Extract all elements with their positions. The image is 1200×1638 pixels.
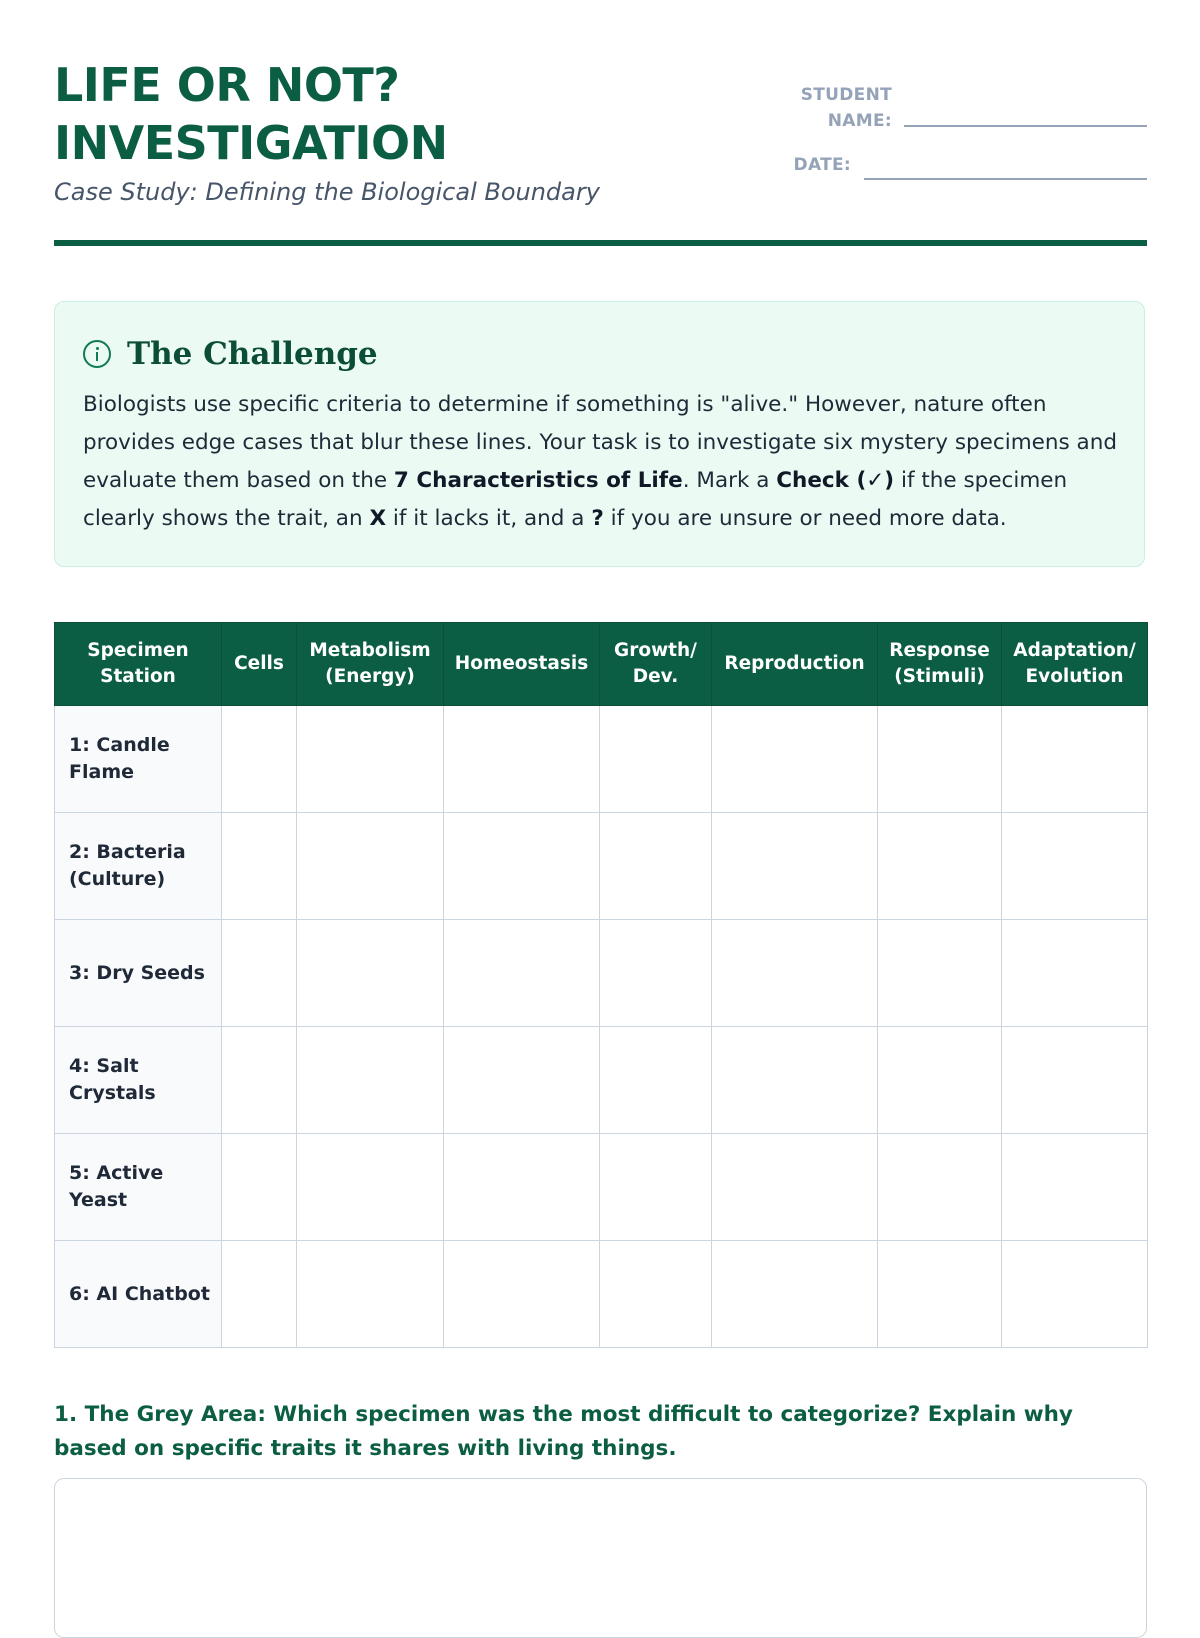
column-header-metabolism [297, 623, 444, 706]
challenge-text-part: if you are unsure or need more data. [603, 506, 1007, 531]
trait-answer-cell[interactable] [444, 1027, 600, 1134]
trait-answer-cell[interactable] [444, 1134, 600, 1241]
table-row [55, 1241, 1148, 1348]
trait-answer-cell[interactable] [444, 706, 600, 813]
student-name-input-line[interactable] [904, 125, 1147, 127]
trait-answer-cell[interactable] [878, 706, 1002, 813]
challenge-emphasis: Check (✓) [776, 468, 895, 493]
trait-answer-cell[interactable] [297, 706, 444, 813]
trait-answer-cell[interactable] [878, 1134, 1002, 1241]
trait-answer-cell[interactable] [878, 920, 1002, 1027]
question-1: 1. The Grey Area: Which specimen was the most difficult to categorize? Explain why based on specific traits it shares with living things. [54, 1402, 1073, 1461]
student-name-label-line-2: NAME: [827, 111, 892, 131]
trait-answer-cell[interactable] [600, 1134, 712, 1241]
specimen-station-cell [55, 1134, 222, 1241]
table-row [55, 1027, 1148, 1134]
challenge-emphasis: 7 Characteristics of Life [393, 468, 683, 493]
trait-answer-cell[interactable] [600, 706, 712, 813]
trait-answer-cell[interactable] [222, 1241, 297, 1348]
student-name-field [754, 82, 1147, 148]
trait-answer-cell[interactable] [1002, 1241, 1148, 1348]
specimen-label: 6: AI Chatbot [69, 1282, 210, 1305]
specimen-label: 4: Salt [69, 1055, 139, 1077]
challenge-text [83, 386, 1123, 538]
trait-answer-cell[interactable] [712, 813, 878, 920]
trait-answer-cell[interactable] [712, 920, 878, 1027]
header-text: Specimen [87, 640, 189, 661]
table-header-row [55, 623, 1148, 706]
specimen-station-cell [55, 1027, 222, 1134]
student-info-block [754, 82, 1147, 214]
answer-box-1[interactable] [54, 1478, 1147, 1638]
column-header-adaptation [1002, 623, 1148, 706]
challenge-emphasis: X [369, 506, 387, 531]
page-subtitle: Case Study: Defining the Biological Boundary [54, 178, 600, 206]
challenge-text-part: Biologists use specific criteria to determine if something is "alive." However, nature often provides edge cases that blur these lines. Your task is to investigate six mystery specimens and evaluate them based on the [83, 392, 1117, 493]
specimen-station-cell [55, 706, 222, 813]
specimen-label: (Culture) [69, 868, 166, 890]
trait-answer-cell[interactable] [600, 920, 712, 1027]
specimen-label: Crystals [69, 1082, 156, 1104]
trait-answer-cell[interactable] [444, 1241, 600, 1348]
trait-answer-cell[interactable] [222, 1027, 297, 1134]
header-text: Evolution [1025, 666, 1124, 687]
specimen-station-cell [55, 920, 222, 1027]
date-label: DATE: [793, 155, 851, 175]
trait-answer-cell[interactable] [878, 1027, 1002, 1134]
trait-answer-cell[interactable] [297, 1134, 444, 1241]
header-text: Homeostasis [454, 653, 589, 674]
specimen-station-cell [55, 813, 222, 920]
trait-answer-cell[interactable] [222, 706, 297, 813]
trait-answer-cell[interactable] [1002, 1027, 1148, 1134]
trait-answer-cell[interactable] [297, 1241, 444, 1348]
trait-answer-cell[interactable] [222, 813, 297, 920]
specimen-label: 3: Dry Seeds [69, 961, 205, 984]
header-text: (Energy) [325, 666, 415, 687]
table-row [55, 920, 1148, 1027]
trait-answer-cell[interactable] [600, 1241, 712, 1348]
info-icon [83, 340, 111, 368]
trait-answer-cell[interactable] [1002, 1134, 1148, 1241]
column-header-growth [600, 623, 712, 706]
title-line-2: INVESTIGATION [54, 116, 448, 170]
table-row [55, 706, 1148, 813]
specimen-label: 5: Active [69, 1162, 164, 1184]
specimen-station-cell [55, 1241, 222, 1348]
trait-answer-cell[interactable] [600, 1027, 712, 1134]
date-input-line[interactable] [864, 178, 1147, 180]
specimen-label: Flame [69, 761, 134, 783]
column-header-response [878, 623, 1002, 706]
header-text: Adaptation/ [1013, 640, 1136, 661]
challenge-heading [83, 336, 378, 372]
trait-answer-cell[interactable] [444, 813, 600, 920]
table-body [55, 706, 1148, 1348]
challenge-box [54, 301, 1145, 567]
challenge-emphasis: ? [591, 506, 604, 531]
header-text: Dev. [632, 666, 679, 687]
trait-answer-cell[interactable] [600, 813, 712, 920]
specimen-label: Yeast [69, 1189, 128, 1211]
header-text: Cells [234, 653, 284, 674]
challenge-text-part: if the specimen clearly shows the trait, an [83, 468, 1068, 531]
trait-answer-cell[interactable] [444, 920, 600, 1027]
trait-answer-cell[interactable] [712, 1241, 878, 1348]
table-row [55, 1134, 1148, 1241]
challenge-title: The Challenge [127, 336, 378, 372]
column-header-station [55, 623, 222, 706]
header-text: Reproduction [724, 653, 865, 674]
header-divider [54, 240, 1147, 246]
challenge-text-part: if it lacks it, and a [386, 506, 592, 531]
specimen-label: 2: Bacteria [69, 841, 186, 863]
trait-answer-cell[interactable] [222, 920, 297, 1027]
trait-answer-cell[interactable] [712, 1134, 878, 1241]
header-text: Growth/ [614, 640, 697, 661]
column-header-reproduction [712, 623, 878, 706]
trait-answer-cell[interactable] [1002, 813, 1148, 920]
student-name-label [754, 82, 892, 134]
specimen-label: 1: Candle [69, 734, 170, 756]
header-text: (Stimuli) [894, 666, 985, 687]
characteristics-table [54, 622, 1148, 1348]
trait-answer-cell[interactable] [297, 813, 444, 920]
trait-answer-cell[interactable] [297, 920, 444, 1027]
worksheet-header [54, 56, 1147, 206]
challenge-text-part: . Mark a [682, 468, 777, 493]
trait-answer-cell[interactable] [878, 813, 1002, 920]
trait-answer-cell[interactable] [712, 706, 878, 813]
trait-answer-cell[interactable] [1002, 920, 1148, 1027]
student-name-label-line-1: STUDENT [800, 85, 892, 105]
trait-answer-cell[interactable] [712, 1027, 878, 1134]
column-header-cells [222, 623, 297, 706]
column-header-homeostasis [444, 623, 600, 706]
header-text: Station [100, 666, 176, 687]
trait-answer-cell[interactable] [1002, 706, 1148, 813]
date-field [754, 148, 1147, 214]
trait-answer-cell[interactable] [878, 1241, 1002, 1348]
table-header [55, 623, 1148, 706]
title-line-1: LIFE OR NOT? [54, 58, 400, 112]
trait-answer-cell[interactable] [297, 1027, 444, 1134]
header-text: Metabolism [309, 640, 431, 661]
table-row [55, 813, 1148, 920]
header-text: Response [889, 640, 990, 661]
trait-answer-cell[interactable] [222, 1134, 297, 1241]
